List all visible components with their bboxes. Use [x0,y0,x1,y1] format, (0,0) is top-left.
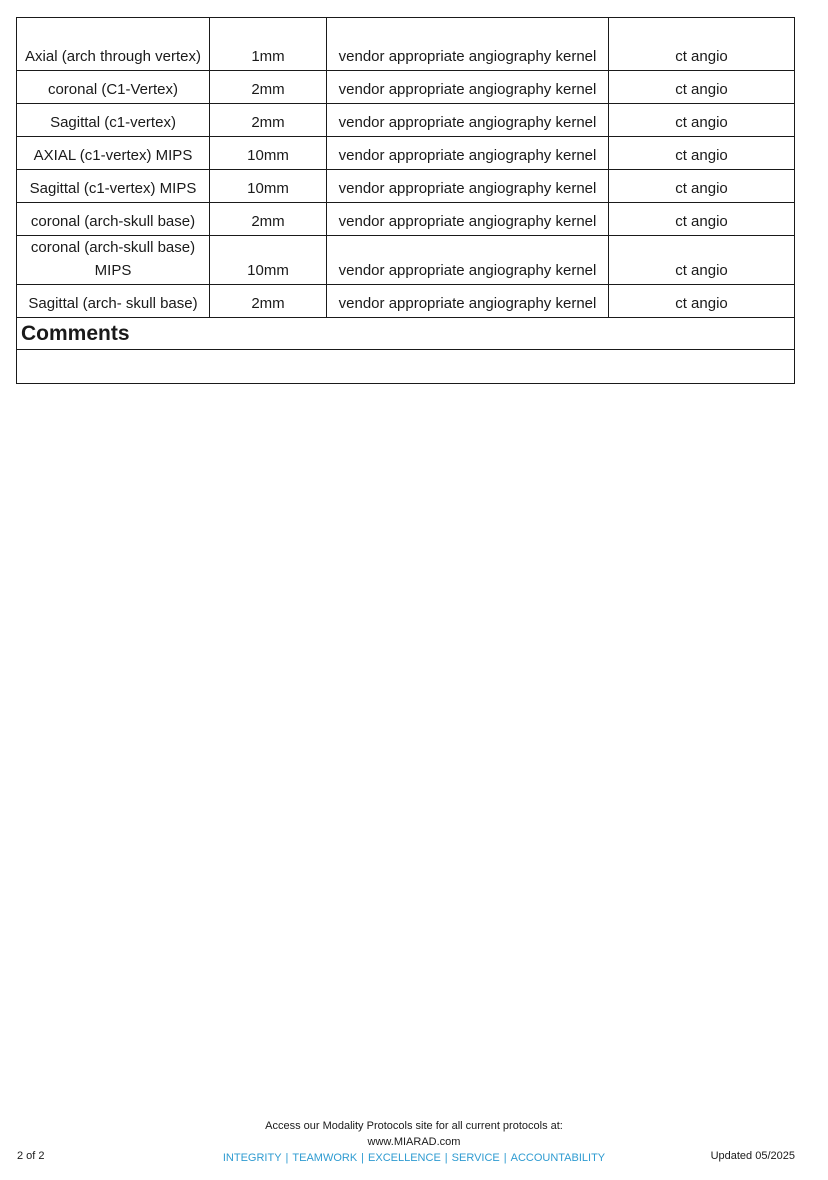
window-cell: ct angio [609,203,795,236]
table-row [17,170,795,203]
kernel-cell: vendor appropriate angiography kernel [327,236,609,285]
comments-text [17,350,795,384]
plane-cell: coronal (C1-Vertex) [17,71,210,104]
value-teamwork: TEAMWORK [292,1152,358,1164]
footer-access-line: Access our Modality Protocols site for all current protocols at: [265,1120,563,1132]
kernel-cell: vendor appropriate angiography kernel [327,285,609,318]
thickness-cell: 1mm [210,18,327,71]
kernel-cell: vendor appropriate angiography kernel [327,18,609,71]
plane-cell: coronal (arch-skull base) MIPS [17,236,210,285]
value-separator: | [503,1152,507,1164]
comments-heading: Comments [17,318,795,350]
value-integrity: INTEGRITY [222,1152,282,1164]
comments-header-row [17,318,795,350]
plane-cell: Sagittal (c1-vertex) MIPS [17,170,210,203]
window-cell: ct angio [609,18,795,71]
window-cell: ct angio [609,170,795,203]
footer-values-line [0,1150,828,1166]
window-cell: ct angio [609,71,795,104]
plane-cell: AXIAL (c1-vertex) MIPS [17,137,210,170]
window-cell: ct angio [609,137,795,170]
kernel-cell: vendor appropriate angiography kernel [327,71,609,104]
kernel-cell: vendor appropriate angiography kernel [327,104,609,137]
window-cell: ct angio [609,104,795,137]
kernel-cell: vendor appropriate angiography kernel [327,137,609,170]
table-row [17,18,795,71]
page-number: 2 of 2 [17,1150,45,1162]
value-excellence: EXCELLENCE [368,1152,441,1164]
plane-cell: Axial (arch through vertex) [17,18,210,71]
table-row [17,236,795,285]
table-row [17,285,795,318]
value-service: SERVICE [451,1152,500,1164]
plane-cell: coronal (arch-skull base) [17,203,210,236]
plane-cell: Sagittal (c1-vertex) [17,104,210,137]
comments-body-row [17,350,795,384]
table-row [17,71,795,104]
thickness-cell: 2mm [210,104,327,137]
thickness-cell: 2mm [210,71,327,104]
table-row [17,203,795,236]
updated-date: Updated 05/2025 [710,1150,795,1162]
thickness-cell: 2mm [210,285,327,318]
kernel-cell: vendor appropriate angiography kernel [327,170,609,203]
window-cell: ct angio [609,236,795,285]
window-cell: ct angio [609,285,795,318]
value-accountability: ACCOUNTABILITY [510,1152,606,1164]
thickness-cell: 10mm [210,170,327,203]
thickness-cell: 10mm [210,137,327,170]
thickness-cell: 10mm [210,236,327,285]
thickness-cell: 2mm [210,203,327,236]
footer-center [0,1118,828,1166]
value-separator: | [285,1152,289,1164]
kernel-cell: vendor appropriate angiography kernel [327,203,609,236]
table-row [17,104,795,137]
footer-url: www.MIARAD.com [367,1136,461,1148]
value-separator: | [361,1152,365,1164]
protocol-table [16,17,795,384]
table-row [17,137,795,170]
plane-cell: Sagittal (arch- skull base) [17,285,210,318]
value-separator: | [444,1152,448,1164]
